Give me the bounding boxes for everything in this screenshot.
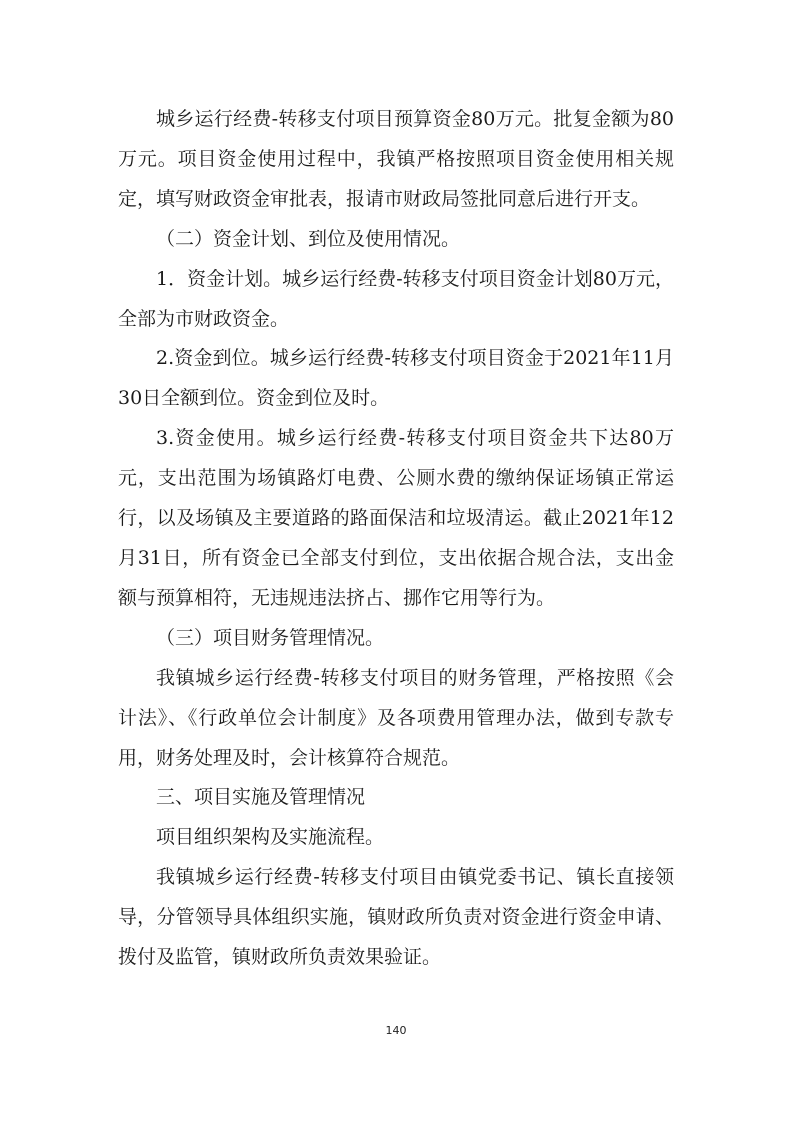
paragraph-organization: 我镇城乡运行经费-转移支付项目由镇党委书记、镇长直接领导，分管领导具体组织实施，镇财政所负责对资金进行资金申请、拨付及监管，镇财政所负责效果验证。	[118, 866, 674, 969]
paragraph-budget: 城乡运行经费-转移支付项目预算资金80万元。批复金额为80万元。项目资金使用过程中，我镇严格按照项目资金使用相关规定，填写财政资金审批表，报请市财政局签批同意后进行开支。	[118, 108, 674, 210]
page-number: 140	[385, 1024, 407, 1037]
section-heading-financial-management: （三）项目财务管理情况。	[156, 626, 385, 649]
subheading-organization: 项目组织架构及实施流程。	[156, 826, 385, 849]
paragraph-fund-plan: 1．资金计划。城乡运行经费-转移支付项目资金计划80万元，全部为市财政资金。	[118, 267, 674, 330]
section-heading-fund-plan: （二）资金计划、到位及使用情况。	[156, 227, 461, 250]
paragraph-fund-usage: 3.资金使用。城乡运行经费-转移支付项目资金共下达80万元，支出范围为场镇路灯电费、公厕水费的缴纳保证场镇正常运行，以及场镇及主要道路的路面保洁和垃圾清运。截止2021年12月31日，所有资金已全部支付到位，支出依据合规合法，支出金额与预算相符，无违规违法挤占、挪作它用等行为。	[118, 427, 674, 609]
paragraph-financial-management: 我镇城乡运行经费-转移支付项目的财务管理，严格按照《会计法》、《行政单位会计制度》及各项费用管理办法，做到专款专用，财务处理及时，会计核算符合规范。	[118, 666, 674, 769]
body-text	[118, 100, 674, 978]
paragraph-fund-arrival: 2.资金到位。城乡运行经费-转移支付项目资金于2021年11月30日全额到位。资金到位及时。	[118, 347, 674, 410]
section-heading-implementation: 三、项目实施及管理情况	[156, 786, 366, 809]
